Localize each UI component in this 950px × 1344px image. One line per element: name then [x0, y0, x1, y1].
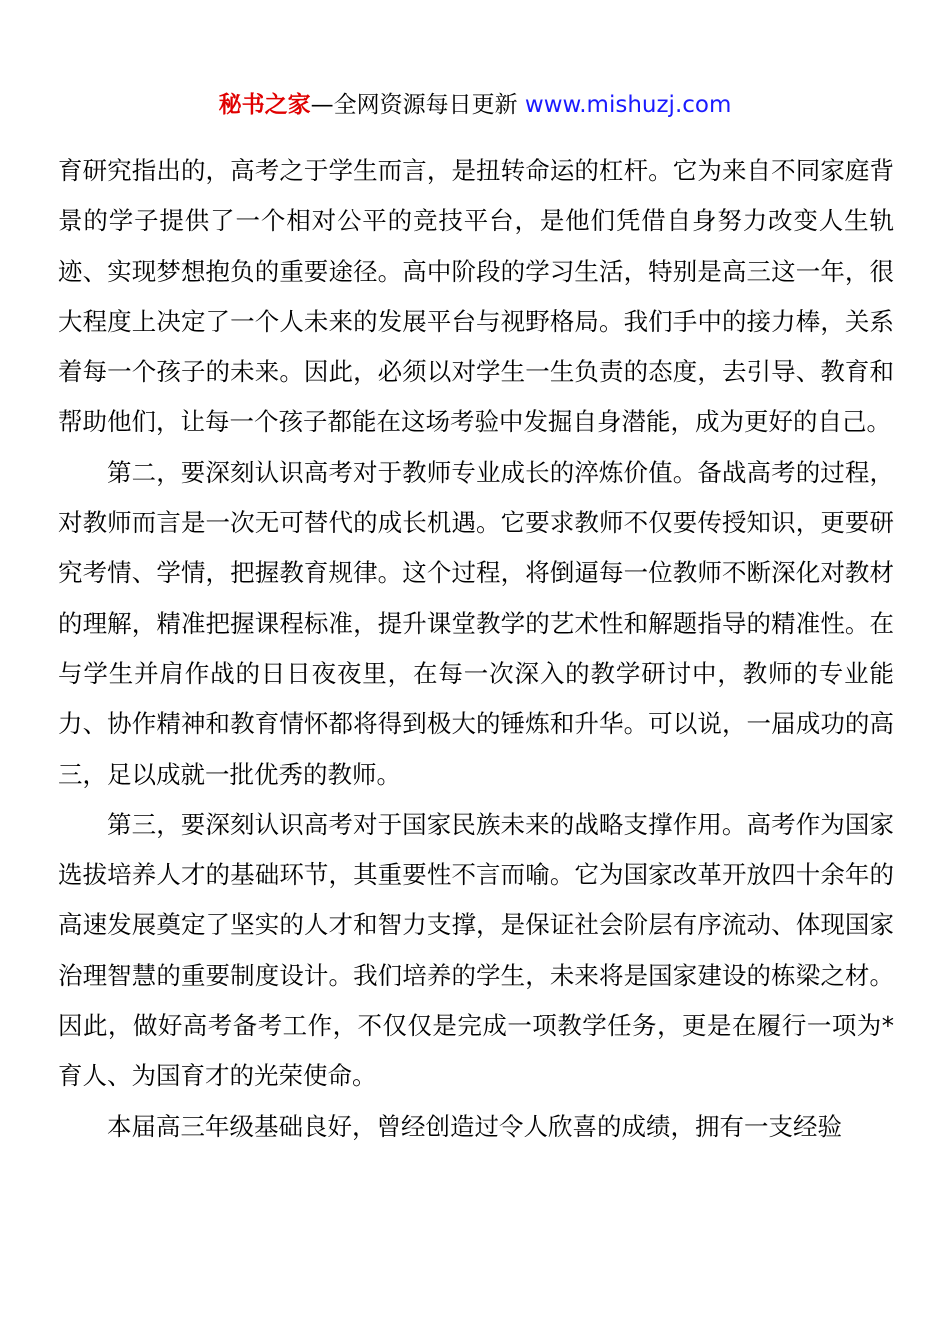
site-url-link[interactable]: www.mishuzj.com: [524, 92, 732, 118]
document-body: [58, 146, 894, 1152]
paragraph-third-point: 第三，要深刻认识高考对于国家民族未来的战略支撑作用。高考作为国家选拔培养人才的基础环节，其重要性不言而喻。它为国家改革开放四十余年的高速发展奠定了坚实的人才和智力支撑，是保证社会阶层有序流动、体现国家治理智慧的重要制度设计。我们培养的学生，未来将是国家建设的栋梁之材。因此，做好高考备考工作，不仅仅是完成一项教学任务，更是在履行一项为*育人、为国育才的光荣使命。: [58, 809, 894, 1091]
site-header: [0, 88, 950, 122]
paragraph-continued: 育研究指出的，高考之于学生而言，是扭转命运的杠杆。它为来自不同家庭背景的学子提供了一个相对公平的竞技平台，是他们凭借自身努力改变人生轨迹、实现梦想抱负的重要途径。高中阶段的学习生活，特别是高三这一年，很大程度上决定了一个人未来的发展平台与视野格局。我们手中的接力棒，关系着每一个孩子的未来。因此，必须以对学生一生负责的态度，去引导、教育和帮助他们，让每一个孩子都能在这场考验中发掘自身潜能，成为更好的自己。: [58, 156, 894, 437]
paragraph-second-point: 第二，要深刻认识高考对于教师专业成长的淬炼价值。备战高考的过程，对教师而言是一次无可替代的成长机遇。它要求教师不仅要传授知识，更要研究考情、学情，把握教育规律。这个过程，将倒逼每一位教师不断深化对教材的理解，精准把握课程标准，提升课堂教学的艺术性和解题指导的精准性。在与学生并肩作战的日日夜夜里，在每一次深入的教学研讨中，教师的专业能力、协作精神和教育情怀都将得到极大的锤炼和升华。可以说，一届成功的高三，足以成就一批优秀的教师。: [58, 457, 894, 789]
brand-name: 秘书之家: [218, 92, 311, 118]
paragraph-grade-overview: 本届高三年级基础良好，曾经创造过令人欣喜的成绩，拥有一支经验: [107, 1111, 842, 1141]
header-tagline: —全网资源每日更新: [310, 92, 525, 118]
